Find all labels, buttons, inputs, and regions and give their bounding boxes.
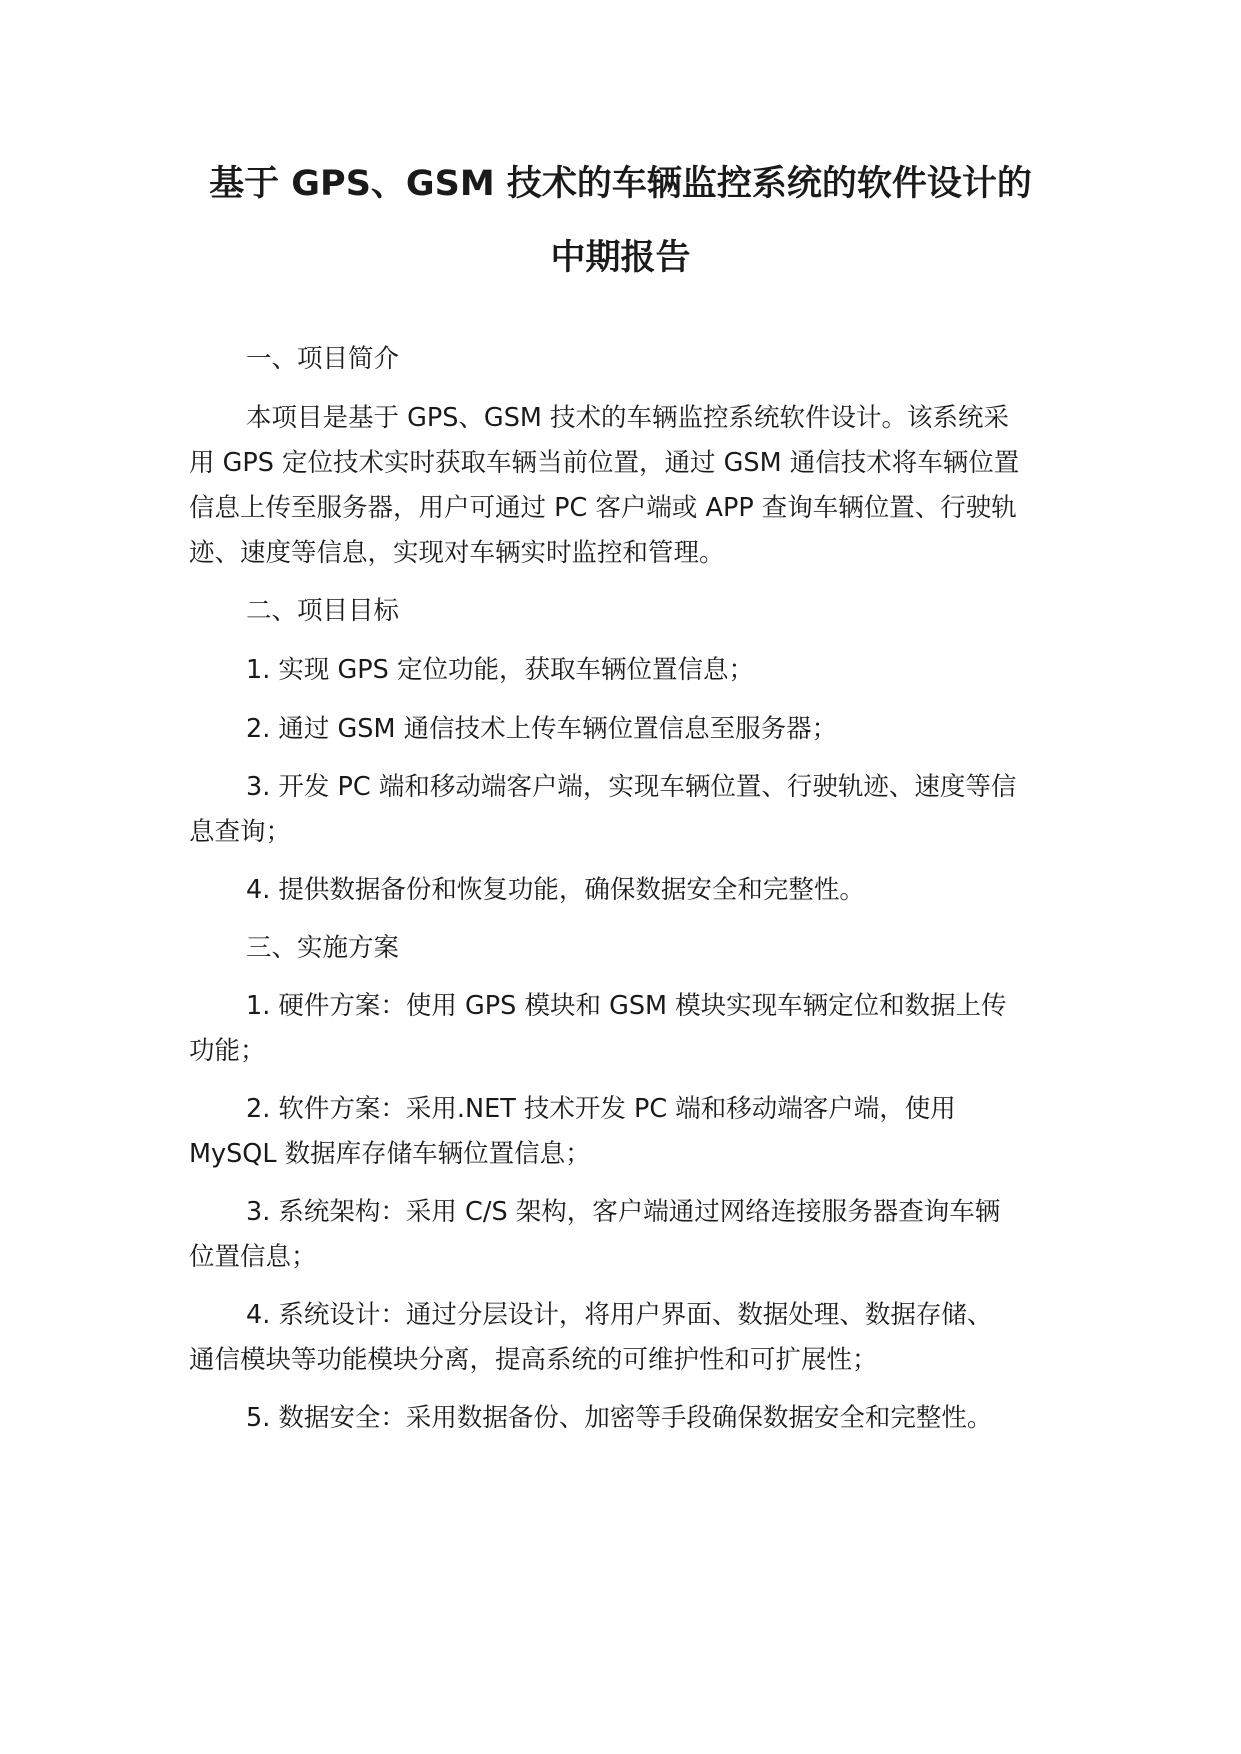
section-3-heading: 三、实施方案 (246, 933, 400, 963)
document-title-line-2: 中期报告 (550, 238, 691, 278)
section-3-item-1-line-2: 功能； (189, 1036, 266, 1066)
document-title-line-1: 基于 GPS、GSM 技术的车辆监控系统的软件设计的 (209, 164, 1032, 204)
section-1-paragraph-line-3: 信息上传至服务器，用户可通过 PC 客户端或 APP 查询车辆位置、行驶轨 (189, 493, 1017, 523)
section-1-heading: 一、项目简介 (246, 344, 400, 374)
section-2-heading: 二、项目目标 (246, 596, 400, 626)
section-1-paragraph-line-1: 本项目是基于 GPS、GSM 技术的车辆监控系统软件设计。该系统采 (246, 403, 1009, 433)
section-3-item-2-line-1: 2. 软件方案：采用.NET 技术开发 PC 端和移动端客户端，使用 (246, 1094, 956, 1124)
section-3-item-4-line-1: 4. 系统设计：通过分层设计，将用户界面、数据处理、数据存储、 (246, 1300, 993, 1330)
section-3-item-3-line-1: 3. 系统架构：采用 C/S 架构，客户端通过网络连接服务器查询车辆 (246, 1197, 1001, 1227)
section-1-paragraph-line-4: 迹、速度等信息，实现对车辆实时监控和管理。 (189, 538, 725, 568)
section-3-item-4-line-2: 通信模块等功能模块分离，提高系统的可维护性和可扩展性； (189, 1345, 878, 1375)
section-2-item-3-line-2: 息查询； (189, 817, 292, 847)
section-3-item-3-line-2: 位置信息； (189, 1242, 317, 1272)
section-3-item-2-line-2: MySQL 数据库存储车辆位置信息； (189, 1139, 591, 1169)
section-3-item-5: 5. 数据安全：采用数据备份、加密等手段确保数据安全和完整性。 (246, 1403, 993, 1433)
section-3-item-1-line-1: 1. 硬件方案：使用 GPS 模块和 GSM 模块实现车辆定位和数据上传 (246, 991, 1007, 1021)
section-2-item-1: 1. 实现 GPS 定位功能，获取车辆位置信息； (246, 655, 754, 685)
section-2-item-4: 4. 提供数据备份和恢复功能，确保数据安全和完整性。 (246, 875, 865, 905)
section-2-item-3-line-1: 3. 开发 PC 端和移动端客户端，实现车辆位置、行驶轨迹、速度等信 (246, 772, 1017, 802)
section-2-item-2: 2. 通过 GSM 通信技术上传车辆位置信息至服务器； (246, 714, 838, 744)
section-1-paragraph-line-2: 用 GPS 定位技术实时获取车辆当前位置，通过 GSM 通信技术将车辆位置 (189, 448, 1020, 478)
